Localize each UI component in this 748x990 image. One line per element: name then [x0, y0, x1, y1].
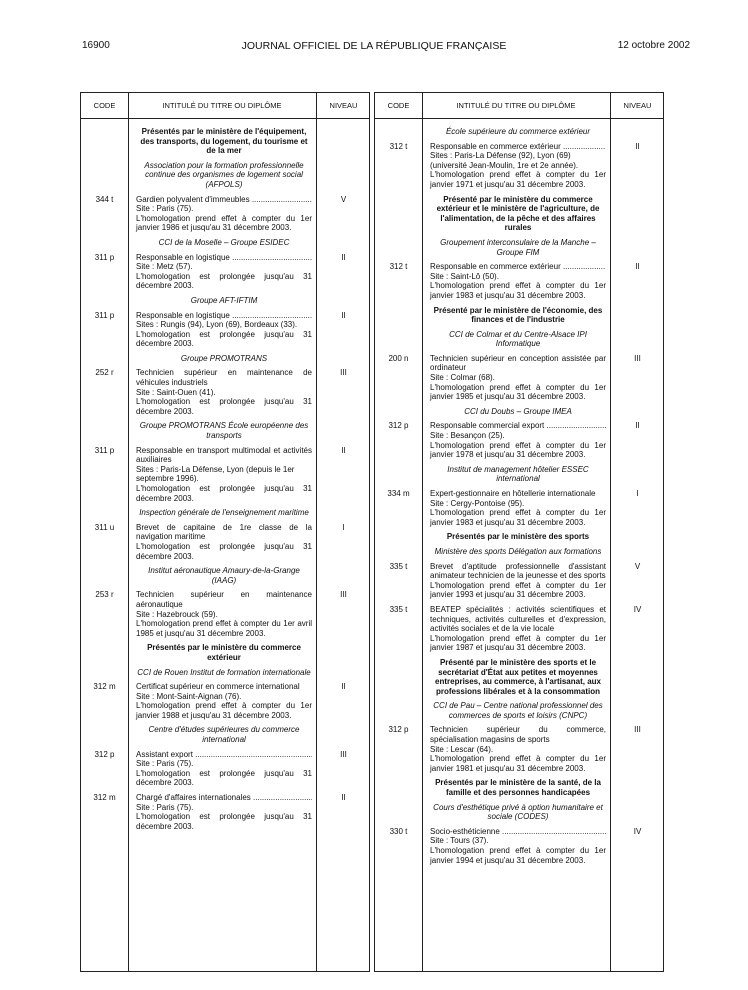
level-cell	[316, 643, 371, 662]
site-text: Site : Tours (37).	[430, 836, 489, 846]
code-cell: 312 t	[389, 141, 408, 151]
section-heading: Présentés par le ministère de la santé, de la famille et des personnes handicapées	[435, 778, 601, 798]
code-cell: 335 t	[389, 604, 408, 614]
page-number: 16900	[82, 40, 110, 51]
code-cell	[375, 330, 422, 349]
title-cell	[128, 161, 316, 190]
section-heading: Présenté par le ministère des sports et le secrétariat d'État aux petites et moyennes entreprises, au commerce, à l'artisanat, aux professions libérales et à la consommation	[435, 657, 601, 696]
title-cell	[128, 195, 316, 233]
title-cell	[422, 195, 610, 233]
level-cell: I	[636, 489, 639, 498]
homologation-note: L'homologation prend effet à compter du 1er janvier 1993 et jusqu'au 31 décembre 2003.	[430, 580, 606, 600]
diploma-title: Expert-gestionnaire en hôtellerie internationale	[430, 489, 596, 498]
level-cell	[610, 532, 665, 542]
code-cell	[375, 238, 422, 257]
level-cell	[610, 465, 665, 484]
code-cell: 312 p	[388, 421, 409, 431]
code-cell: 312 m	[93, 793, 116, 803]
homologation-note: L'homologation prend effet à compter du 1er janvier 1983 et jusqu'au 31 décembre 2003.	[430, 508, 606, 527]
organization-row	[81, 354, 369, 364]
table-row	[375, 262, 663, 300]
level-cell	[316, 238, 371, 248]
journal-title: JOURNAL OFFICIEL DE LA RÉPUBLIQUE FRANÇAISE	[241, 40, 507, 52]
table-row	[81, 253, 369, 291]
title-cell	[422, 725, 610, 773]
title-cell	[422, 306, 610, 325]
level-cell: II	[341, 310, 346, 320]
homologation-note: L'homologation prend effet à compter du 1er janvier 1978 et jusqu'au 31 décembre 2003.	[430, 440, 606, 460]
code-column-header: CODE	[93, 101, 116, 110]
section-heading: Présenté par le ministère de l'économie, des finances et de l'industrie	[433, 305, 603, 325]
table-row	[375, 142, 663, 190]
code-cell: 312 t	[389, 262, 408, 272]
homologation-note: L'homologation prend effet à compter du 1er janvier 1994 et jusqu'au 31 décembre 2003.	[430, 846, 606, 865]
title-cell	[128, 793, 316, 831]
diploma-title: Responsable commercial export .....	[430, 421, 606, 431]
organization-name: CCI de Colmar et du Centre-Alsace IPI Informatique	[449, 329, 587, 349]
homologation-note: L'homologation est prolongée jusqu'au 31 décembre 2003.	[136, 768, 312, 788]
organization-name: Groupement interconsulaire de la Manche – Groupe FIM	[440, 237, 596, 257]
title-cell	[422, 701, 610, 720]
organization-row	[81, 238, 369, 248]
code-cell	[375, 658, 422, 696]
code-cell	[375, 195, 422, 233]
title-cell	[128, 643, 316, 662]
level-cell: II	[341, 445, 346, 455]
organization-row	[81, 421, 369, 440]
site-text: Site : Paris (75).	[136, 802, 194, 812]
diploma-title: Responsable en logistique .....	[136, 253, 312, 263]
title-cell	[128, 590, 316, 638]
organization-name: École supérieure du commerce extérieur	[445, 127, 591, 136]
level-cell	[610, 330, 665, 349]
level-cell: III	[340, 368, 347, 378]
homologation-note: L'homologation prend effet à compter du 1er janvier 1971 et jusqu'au 31 décembre 2003.	[430, 170, 606, 189]
table-row	[81, 446, 369, 504]
level-cell	[316, 421, 371, 440]
code-cell: 311 p	[94, 310, 115, 320]
level-cell	[610, 547, 665, 557]
level-cell	[316, 668, 371, 678]
title-cell	[422, 407, 610, 417]
diploma-title: BEATEP spécialités : activités scientifiques et techniques, activités culturelles et d'expression, activités sociales et de la vie locale	[430, 604, 606, 634]
level-cell	[610, 407, 665, 417]
homologation-note: L'homologation prend effet à compter du 1er janvier 1986 et jusqu'au 31 décembre 2003.	[136, 213, 312, 233]
section-heading-row	[375, 532, 663, 542]
code-cell: 335 t	[389, 561, 408, 571]
code-cell	[81, 421, 128, 440]
organization-row	[81, 566, 369, 585]
table-row	[375, 562, 663, 600]
homologation-note: L'homologation prend effet à compter du 1er avril 1985 et jusqu'au 31 décembre 2003.	[136, 619, 312, 638]
title-cell	[422, 547, 610, 557]
diploma-title: Responsable en transport multimodal et activités auxiliaires	[136, 445, 312, 465]
organization-row	[375, 127, 663, 137]
code-cell	[375, 532, 422, 542]
title-cell	[422, 827, 610, 865]
title-cell	[422, 262, 610, 300]
title-cell	[128, 421, 316, 440]
diploma-title: Brevet de capitaine de 1re classe de la navigation maritime	[136, 522, 312, 542]
table-row	[81, 368, 369, 416]
organization-name: Ministère des sports Délégation aux formations	[434, 546, 602, 556]
homologation-note: L'homologation prend effet à compter du 1er janvier 1981 et jusqu'au 31 décembre 2003.	[430, 754, 606, 773]
code-cell: 330 t	[389, 826, 408, 836]
organization-name: CCI du Doubs – Groupe IMEA	[464, 406, 572, 416]
level-cell: II	[341, 793, 346, 803]
level-cell: II	[341, 252, 346, 262]
organization-name: Inspection générale de l'enseignement maritime	[139, 508, 309, 518]
site-text: Site : Colmar (68).	[430, 373, 495, 383]
code-cell: 200 n	[388, 353, 409, 363]
left-table-body	[81, 127, 369, 836]
title-cell	[128, 750, 316, 788]
title-cell	[422, 532, 610, 542]
code-cell	[81, 668, 128, 678]
level-cell	[610, 701, 665, 720]
title-cell	[422, 142, 610, 190]
code-cell: 253 r	[95, 590, 114, 600]
table-row	[375, 725, 663, 773]
title-cell	[422, 778, 610, 797]
organization-row	[81, 725, 369, 744]
table-row	[375, 354, 663, 402]
organization-name: Groupe PROMOTRANS	[180, 353, 268, 363]
right-table-header	[375, 93, 663, 119]
level-cell	[610, 238, 665, 257]
title-cell	[128, 566, 316, 585]
level-column-header: NIVEAU	[623, 101, 652, 110]
site-text: Site : Lescar (64).	[430, 744, 494, 754]
code-cell	[81, 643, 128, 662]
organization-row	[375, 803, 663, 822]
level-cell	[610, 195, 665, 233]
site-text: Site : Paris (75).	[136, 759, 194, 769]
section-heading: Présentés par le ministère de l'équipement, des transports, du logement, du tourisme et de la mer	[140, 127, 308, 156]
title-column-header: INTITULÉ DU TITRE OU DIPLÔME	[162, 101, 282, 110]
section-heading-row	[375, 195, 663, 233]
left-table-header	[81, 93, 369, 119]
organization-name: Institut aéronautique Amaury-de-la-Grange (IAAG)	[148, 566, 300, 585]
title-cell	[128, 682, 316, 720]
table-row	[81, 523, 369, 561]
code-cell	[81, 127, 128, 156]
homologation-note: L'homologation est prolongée jusqu'au 31 décembre 2003.	[136, 397, 312, 416]
code-cell	[81, 238, 128, 248]
homologation-note: L'homologation prend effet à compter du 1er janvier 1988 et jusqu'au 31 décembre 2003.	[136, 701, 312, 720]
organization-row	[375, 238, 663, 257]
section-heading-row	[375, 306, 663, 325]
title-cell	[128, 253, 316, 291]
title-cell	[422, 465, 610, 484]
code-cell	[375, 547, 422, 557]
site-text: Site : Besançon (25).	[430, 431, 505, 441]
level-cell: III	[340, 590, 347, 600]
section-heading-row	[375, 658, 663, 696]
level-column-header: NIVEAU	[329, 101, 358, 110]
level-cell: II	[635, 141, 640, 151]
code-cell	[375, 701, 422, 720]
diploma-title: Brevet d'aptitude professionnelle d'assistant animateur technicien de la jeunesse et des sports	[430, 561, 606, 581]
table-row	[81, 195, 369, 233]
title-cell	[422, 605, 610, 653]
code-cell	[81, 725, 128, 744]
code-cell	[81, 566, 128, 585]
title-cell	[422, 489, 610, 527]
homologation-note: L'homologation est prolongée jusqu'au 31 décembre 2003.	[136, 541, 312, 561]
code-cell: 311 p	[94, 252, 115, 262]
section-heading-row	[375, 778, 663, 797]
organization-row	[81, 296, 369, 306]
level-cell: IV	[633, 826, 642, 836]
table-row	[81, 750, 369, 788]
site-text: Site : Saint-Lô (50).	[430, 271, 499, 281]
organization-row	[375, 465, 663, 484]
level-cell	[610, 127, 665, 137]
title-cell	[128, 368, 316, 416]
code-cell: 311 p	[94, 445, 115, 455]
organization-row	[375, 407, 663, 417]
site-text: Site : Hazebrouck (59).	[136, 609, 218, 619]
site-text: Sites : Paris-La Défense (92), Lyon (69) (université Jean-Moulin, 1re et 2e année).	[430, 151, 579, 170]
homologation-note: L'homologation prend effet à compter du 1er janvier 1987 et jusqu'au 31 décembre 2003.	[430, 633, 606, 653]
diploma-title: Socio-esthéticienne .....	[430, 827, 606, 837]
code-cell	[375, 306, 422, 325]
organization-name: CCI de la Moselle – Groupe ESIDEC	[158, 237, 290, 247]
right-table-body	[375, 127, 663, 870]
site-text: Sites : Rungis (94), Lyon (69), Bordeaux (33).	[136, 320, 298, 330]
level-cell: IV	[633, 604, 642, 614]
diploma-title: Responsable en commerce extérieur .....	[430, 142, 606, 152]
code-cell: 334 m	[387, 489, 410, 498]
table-row	[375, 605, 663, 653]
title-cell	[128, 311, 316, 349]
title-column-header: INTITULÉ DU TITRE OU DIPLÔME	[456, 101, 576, 110]
diploma-title: Certificat supérieur en commerce international	[136, 682, 300, 692]
code-cell: 252 r	[95, 368, 114, 378]
level-cell: III	[634, 353, 641, 363]
table-row	[81, 590, 369, 638]
code-cell: 312 m	[93, 682, 116, 692]
code-cell	[375, 465, 422, 484]
level-cell: V	[340, 194, 347, 204]
organization-name: Centre d'études supérieures du commerce international	[148, 725, 300, 745]
level-cell: II	[341, 682, 346, 692]
title-cell	[422, 803, 610, 822]
organization-row	[81, 161, 369, 190]
code-cell	[375, 778, 422, 797]
title-cell	[422, 330, 610, 349]
section-heading-row	[81, 127, 369, 156]
diploma-title: Responsable en commerce extérieur .....	[430, 262, 606, 272]
homologation-note: L'homologation est prolongée jusqu'au 31 décembre 2003.	[136, 271, 312, 291]
code-cell	[375, 407, 422, 417]
organization-row	[375, 330, 663, 349]
organization-name: Association pour la formation professionnelle continue des organismes de logement social (AFPOLS)	[144, 160, 304, 189]
level-cell	[316, 354, 371, 364]
diploma-title: Assistant export .....	[136, 750, 312, 760]
code-cell: 312 p	[94, 749, 115, 759]
diploma-title: Responsable en logistique .....	[136, 311, 312, 321]
code-cell	[375, 127, 422, 137]
diploma-title: Technicien supérieur en conception assistée par ordinateur	[430, 353, 606, 373]
site-text: Site : Paris (75).	[136, 204, 194, 214]
organization-name: CCI de Rouen Institut de formation internationale	[137, 667, 311, 677]
table-row	[375, 421, 663, 459]
organization-name: Institut de management hôtelier ESSEC international	[447, 464, 589, 484]
site-text: Site : Metz (57).	[136, 262, 193, 272]
section-heading: Présentés par le ministère des sports	[446, 532, 590, 542]
site-text: Site : Saint-Ouen (41).	[136, 387, 216, 397]
level-cell: III	[340, 749, 347, 759]
title-cell	[128, 725, 316, 744]
table-row	[375, 489, 663, 527]
level-cell	[610, 658, 665, 696]
title-cell	[128, 523, 316, 561]
level-cell	[610, 803, 665, 822]
level-cell	[610, 306, 665, 325]
code-cell	[81, 354, 128, 364]
organization-name: Groupe AFT-IFTIM	[190, 295, 258, 305]
level-cell: V	[634, 561, 641, 571]
level-cell	[610, 778, 665, 797]
homologation-note: L'homologation prend effet à compter du 1er janvier 1983 et jusqu'au 31 décembre 2003.	[430, 281, 606, 300]
homologation-note: L'homologation est prolongée jusqu'au 31 décembre 2003.	[136, 329, 312, 349]
code-cell	[81, 508, 128, 518]
level-cell: I	[342, 522, 345, 532]
section-heading: Présenté par le ministère du commerce extérieur et le ministère de l'agriculture, de l'alimentation, de la pêche et des affaires rurales	[436, 194, 600, 233]
code-cell: 344 t	[95, 194, 114, 204]
table-row	[81, 793, 369, 831]
diploma-title: Chargé d'affaires internationales .....	[136, 793, 312, 803]
organization-row	[375, 547, 663, 557]
table-row	[81, 311, 369, 349]
section-heading-row	[81, 643, 369, 662]
homologation-note: L'homologation est prolongée jusqu'au 31 décembre 2003.	[136, 484, 312, 503]
diploma-title: Gardien polyvalent d'immeubles .....	[136, 195, 312, 205]
right-table	[374, 92, 664, 972]
organization-row	[81, 508, 369, 518]
table-row	[375, 827, 663, 865]
site-text: Sites : Paris-La Défense, Lyon (depuis le 1er septembre 1996).	[136, 464, 295, 484]
level-cell	[316, 296, 371, 306]
title-cell	[422, 421, 610, 459]
site-text: Site : Cergy-Pontoise (95).	[430, 498, 525, 508]
code-cell	[81, 161, 128, 190]
title-cell	[128, 446, 316, 504]
title-cell	[422, 238, 610, 257]
organization-name: Cours d'esthétique privé à option humanitaire et sociale (CODES)	[433, 802, 603, 822]
diploma-title: Technicien supérieur en maintenance aéronautique	[136, 590, 312, 609]
level-cell: III	[634, 725, 641, 735]
code-cell: 312 p	[388, 725, 409, 735]
title-cell	[128, 668, 316, 678]
title-cell	[422, 127, 610, 137]
homologation-note: L'homologation prend effet à compter du 1er janvier 1985 et jusqu'au 31 décembre 2003.	[430, 382, 606, 402]
level-cell	[316, 127, 371, 156]
organization-row	[375, 701, 663, 720]
diploma-title: Technicien supérieur en maintenance de véhicules industriels	[136, 368, 312, 388]
diploma-title: Technicien supérieur du commerce, spécialisation magasins de sports	[430, 725, 606, 745]
title-cell	[422, 562, 610, 600]
title-cell	[128, 354, 316, 364]
level-cell	[316, 725, 371, 744]
code-cell	[375, 803, 422, 822]
site-text: Site : Mont-Saint-Aignan (76).	[136, 691, 242, 701]
organization-row	[81, 668, 369, 678]
level-cell: II	[635, 421, 640, 431]
title-cell	[422, 658, 610, 696]
level-cell	[316, 566, 371, 585]
title-cell	[128, 238, 316, 248]
level-cell: II	[635, 262, 640, 272]
level-cell	[316, 161, 371, 190]
organization-name: Groupe PROMOTRANS École européenne des transports	[139, 421, 309, 441]
table-row	[81, 682, 369, 720]
title-cell	[128, 296, 316, 306]
left-table	[80, 92, 370, 972]
section-heading: Présentés par le ministère du commerce extérieur	[147, 643, 301, 662]
issue-date: 12 octobre 2002	[617, 40, 690, 51]
homologation-note: L'homologation est prolongée jusqu'au 31 décembre 2003.	[136, 812, 312, 831]
code-cell: 311 u	[94, 522, 115, 532]
title-cell	[128, 508, 316, 518]
organization-name: CCI de Pau – Centre national professionnel des commerces de sports et loisirs (CNPC)	[433, 701, 603, 720]
code-cell	[81, 296, 128, 306]
title-cell	[422, 354, 610, 402]
level-cell	[316, 508, 371, 518]
code-column-header: CODE	[387, 101, 410, 110]
title-cell	[128, 127, 316, 156]
